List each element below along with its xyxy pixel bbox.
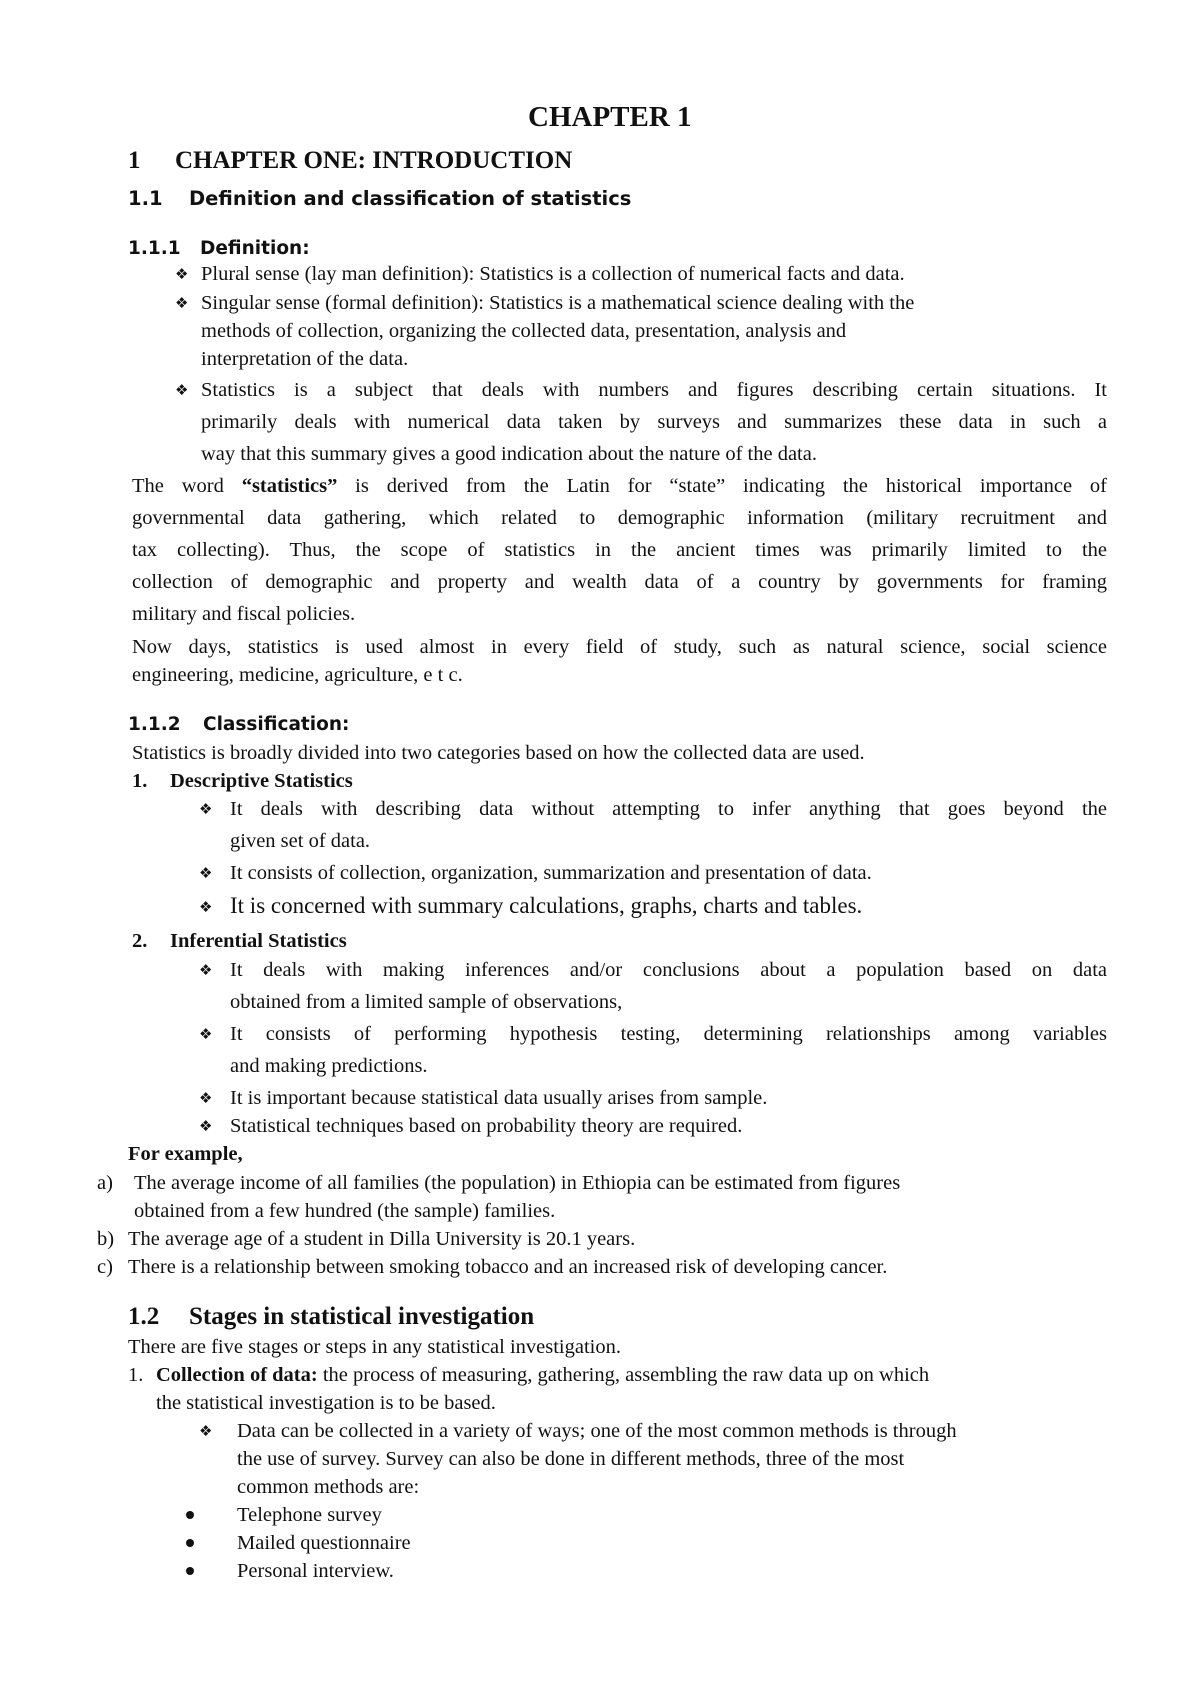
paragraph-usage-line2: engineering, medicine, agriculture, e t c. <box>132 664 463 686</box>
inferential-bullet2-line2: and making predictions. <box>230 1055 428 1077</box>
heading-3: Classification: <box>203 714 350 735</box>
diamond-bullet-icon: ❖ <box>199 800 213 818</box>
diamond-bullet-icon: ❖ <box>175 265 189 283</box>
heading-2: Definition and classification of statistics <box>189 187 632 210</box>
definition-plural: Plural sense (lay man definition): Statistics is a collection of numerical facts and data. <box>201 263 905 285</box>
definition-singular-line1: Singular sense (formal definition): Statistics is a mathematical science dealing with the <box>201 292 915 314</box>
paragraph-statistics-origin-line1: The word “statistics” is derived from the Latin for “state” indicating the historical importance of <box>132 475 1107 497</box>
list-number: 1. <box>132 770 148 792</box>
heading-2: Stages in statistical investigation <box>189 1303 535 1330</box>
descriptive-statistics-title: Descriptive Statistics <box>170 770 353 792</box>
heading-2-number: 1.1 <box>128 187 163 210</box>
inferential-bullet3: It is important because statistical data usually arises from sample. <box>230 1087 768 1109</box>
stage1-line1: Collection of data: the process of measuring, gathering, assembling the raw data up on which <box>156 1364 930 1386</box>
paragraph-statistics-origin-line2: governmental data gathering, which related to demographic information (military recruitment and <box>132 507 1107 529</box>
survey-method: Telephone survey <box>237 1504 382 1526</box>
definition-singular-line2: methods of collection, organizing the collected data, presentation, analysis and <box>201 320 847 342</box>
stage1-bullet-line1: Data can be collected in a variety of ways; one of the most common methods is through <box>237 1420 957 1442</box>
stage1-bullet-line2: the use of survey. Survey can also be done in different methods, three of the most <box>237 1448 905 1470</box>
definition-subject-line2: primarily deals with numerical data taken by surveys and summarizes these data in such a <box>201 411 1107 433</box>
diamond-bullet-icon: ❖ <box>199 961 213 979</box>
stage1-line2: the statistical investigation is to be based. <box>156 1392 496 1414</box>
classification-intro: Statistics is broadly divided into two categories based on how the collected data are used. <box>132 742 865 764</box>
diamond-bullet-icon: ❖ <box>175 294 189 312</box>
paragraph-usage-line1: Now days, statistics is used almost in every field of study, such as natural science, social science <box>132 636 1107 658</box>
stages-intro: There are five stages or steps in any statistical investigation. <box>128 1336 621 1358</box>
heading-1-number: 1 <box>128 147 141 174</box>
example-c: There is a relationship between smoking tobacco and an increased risk of developing cancer. <box>128 1256 888 1278</box>
inferential-bullet4: Statistical techniques based on probability theory are required. <box>230 1115 743 1137</box>
bullet-dot-icon <box>186 1511 194 1519</box>
bullet-dot-icon <box>186 1539 194 1547</box>
diamond-bullet-icon: ❖ <box>199 898 213 916</box>
heading-3-number: 1.1.1 <box>128 238 181 259</box>
diamond-bullet-icon: ❖ <box>199 1422 213 1440</box>
list-number: 1. <box>128 1364 144 1386</box>
diamond-bullet-icon: ❖ <box>175 381 189 399</box>
diamond-bullet-icon: ❖ <box>199 1025 213 1043</box>
example-b: The average age of a student in Dilla University is 20.1 years. <box>128 1228 636 1250</box>
heading-3-number: 1.1.2 <box>128 714 181 735</box>
bullet-dot-icon <box>186 1567 194 1575</box>
example-a-line2: obtained from a few hundred (the sample) families. <box>134 1200 556 1222</box>
inferential-statistics-title: Inferential Statistics <box>170 930 347 952</box>
heading-1: CHAPTER ONE: INTRODUCTION <box>175 147 573 174</box>
example-a-line1: The average income of all families (the population) in Ethiopia can be estimated from figures <box>134 1172 901 1194</box>
survey-method: Personal interview. <box>237 1560 394 1582</box>
paragraph-statistics-origin-line5: military and fiscal policies. <box>132 603 356 625</box>
chapter-title: CHAPTER 1 <box>528 101 692 133</box>
heading-3: Definition: <box>200 238 310 259</box>
survey-method: Mailed questionnaire <box>237 1532 411 1554</box>
definition-subject-line1: Statistics is a subject that deals with numbers and figures describing certain situations. It <box>201 379 1107 401</box>
example-title: For example, <box>128 1143 243 1165</box>
paragraph-statistics-origin-line3: tax collecting). Thus, the scope of statistics in the ancient times was primarily limited to the <box>132 539 1107 561</box>
definition-subject-line3: way that this summary gives a good indication about the nature of the data. <box>201 443 817 465</box>
descriptive-bullet2: It consists of collection, organization, summarization and presentation of data. <box>230 862 872 884</box>
stage1-bullet-line3: common methods are: <box>237 1476 420 1498</box>
diamond-bullet-icon: ❖ <box>199 1089 213 1107</box>
inferential-bullet2-line1: It consists of performing hypothesis testing, determining relationships among variables <box>230 1023 1107 1045</box>
descriptive-bullet1-line2: given set of data. <box>230 830 371 852</box>
inferential-bullet1-line2: obtained from a limited sample of observations, <box>230 991 623 1013</box>
heading-2-number: 1.2 <box>128 1303 160 1330</box>
paragraph-statistics-origin-line4: collection of demographic and property and wealth data of a country by governments for framing <box>132 571 1107 593</box>
example-marker: c) <box>97 1256 113 1278</box>
example-marker: b) <box>97 1228 115 1250</box>
example-marker: a) <box>97 1172 113 1194</box>
list-number: 2. <box>132 930 148 952</box>
descriptive-bullet3: It is concerned with summary calculations, graphs, charts and tables. <box>230 893 863 918</box>
diamond-bullet-icon: ❖ <box>199 864 213 882</box>
inferential-bullet1-line1: It deals with making inferences and/or conclusions about a population based on data <box>230 959 1107 981</box>
diamond-bullet-icon: ❖ <box>199 1117 213 1135</box>
definition-singular-line3: interpretation of the data. <box>201 348 409 370</box>
descriptive-bullet1-line1: It deals with describing data without attempting to infer anything that goes beyond the <box>230 798 1107 820</box>
